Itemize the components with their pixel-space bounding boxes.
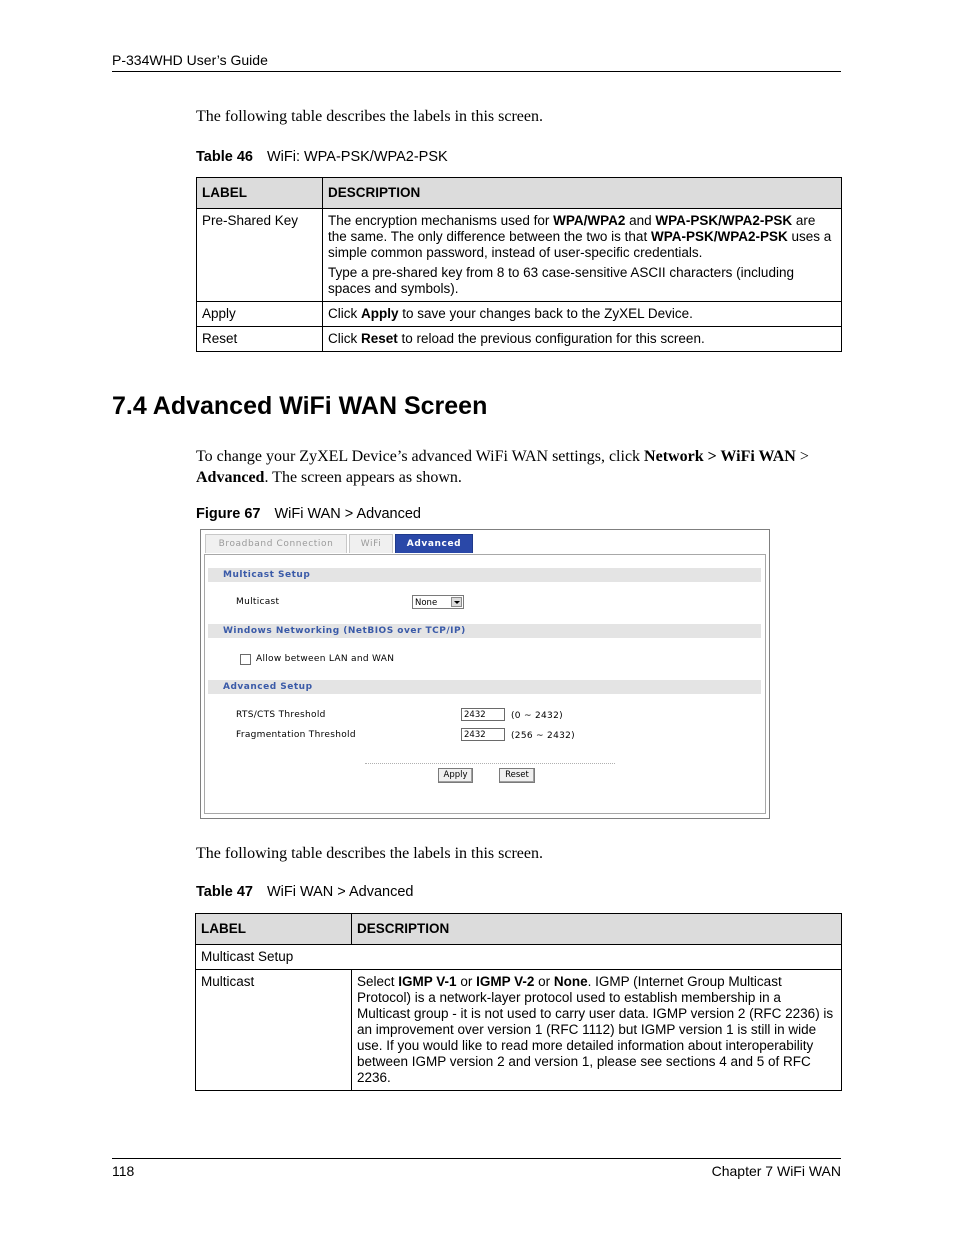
advanced-setup-bar: Advanced Setup bbox=[208, 680, 761, 694]
col-header-label: LABEL bbox=[196, 914, 352, 945]
table-47-caption bbox=[196, 884, 413, 900]
chapter-title: Chapter 7 WiFi WAN bbox=[711, 1163, 841, 1179]
tab-advanced[interactable]: Advanced bbox=[395, 534, 473, 553]
fragmentation-label: Fragmentation Threshold bbox=[236, 730, 356, 740]
allow-lan-wan-label: Allow between LAN and WAN bbox=[256, 654, 395, 664]
table-47 bbox=[195, 913, 842, 1091]
caption-number: Figure 67 bbox=[196, 506, 261, 522]
caption-number: Table 46 bbox=[196, 149, 253, 165]
row-label: Reset bbox=[197, 327, 323, 352]
row-description: Click Apply to save your changes back to the ZyXEL Device. bbox=[323, 302, 842, 327]
row-label: Multicast bbox=[196, 970, 352, 1091]
multicast-setup-bar: Multicast Setup bbox=[208, 568, 761, 582]
running-header: P-334WHD User’s Guide bbox=[112, 52, 268, 68]
row-label: Pre-Shared Key bbox=[197, 209, 323, 302]
row-description: Click Reset to reload the previous configuration for this screen. bbox=[323, 327, 842, 352]
section-heading: 7.4 Advanced WiFi WAN Screen bbox=[112, 392, 488, 420]
table-46-caption bbox=[196, 149, 448, 165]
table-row bbox=[196, 945, 842, 970]
rts-cts-input[interactable]: 2432 bbox=[461, 708, 505, 721]
divider bbox=[365, 763, 615, 764]
page-number: 118 bbox=[112, 1163, 135, 1179]
section-paragraph: To change your ZyXEL Device’s advanced WiFi WAN settings, click Network > WiFi WAN > Advanced. The screen appears as shown. bbox=[196, 448, 809, 486]
tab-broadband-connection[interactable]: Broadband Connection bbox=[205, 534, 347, 553]
intro-paragraph: The following table describes the labels in this screen. bbox=[196, 108, 544, 125]
multicast-select[interactable] bbox=[412, 595, 464, 609]
table-row bbox=[197, 209, 842, 302]
intro-paragraph-2: The following table describes the labels in this screen. bbox=[196, 845, 544, 862]
rts-cts-label: RTS/CTS Threshold bbox=[236, 710, 326, 720]
fragmentation-range: (256 ~ 2432) bbox=[511, 731, 575, 741]
table-row bbox=[197, 327, 842, 352]
header-rule bbox=[112, 71, 841, 72]
settings-panel bbox=[204, 554, 766, 814]
tab-wifi[interactable]: WiFi bbox=[349, 534, 393, 553]
tab-bar bbox=[201, 530, 769, 554]
group-row-label: Multicast Setup bbox=[196, 945, 842, 970]
allow-lan-wan-checkbox[interactable] bbox=[240, 654, 251, 665]
rts-cts-range: (0 ~ 2432) bbox=[511, 711, 563, 721]
figure-67-caption bbox=[196, 506, 421, 522]
caption-text: WiFi WAN > Advanced bbox=[266, 884, 414, 900]
table-row bbox=[197, 302, 842, 327]
col-header-label: LABEL bbox=[197, 178, 323, 209]
row-description: Select IGMP V-1 or IGMP V-2 or None. IGMP (Internet Group Multicast Protocol) is a network-layer protocol used to establish membership in a Multicast group - it is not used to carry user data. IGMP version 2 (RFC 2236) is an improvement over version 1 (RFC 1112) but IGMP version 1 is still in wide use. If you would like to read more detailed information about interoperability between IGMP version 2 and version 1, please see sections 4 and 5 of RFC 2236. bbox=[352, 970, 842, 1091]
fragmentation-input[interactable]: 2432 bbox=[461, 728, 505, 741]
advanced-wifi-wan-screenshot bbox=[200, 529, 770, 819]
row-description: The encryption mechanisms used for WPA/WPA2 and WPA-PSK/WPA2-PSK are the same. The only difference between the two is that WPA-PSK/WPA2-PSK uses a simple common password, instead of user-specific credentials. Type a pre-shared key from 8 to 63 case-sensitive ASCII characters (including spaces and symbols). bbox=[323, 209, 842, 302]
col-header-description: DESCRIPTION bbox=[323, 178, 842, 209]
table-46 bbox=[196, 177, 842, 352]
netbios-bar: Windows Networking (NetBIOS over TCP/IP) bbox=[208, 624, 761, 638]
chevron-down-icon[interactable] bbox=[451, 597, 462, 607]
apply-button[interactable]: Apply bbox=[438, 768, 473, 783]
caption-text: WiFi WAN > Advanced bbox=[274, 506, 421, 522]
caption-number: Table 47 bbox=[196, 884, 253, 900]
multicast-select-value: None bbox=[415, 598, 438, 608]
row-label: Apply bbox=[197, 302, 323, 327]
caption-text: WiFi: WPA-PSK/WPA2-PSK bbox=[266, 149, 448, 165]
reset-button[interactable]: Reset bbox=[499, 768, 535, 783]
table-row bbox=[196, 970, 842, 1091]
multicast-label: Multicast bbox=[236, 597, 280, 607]
col-header-description: DESCRIPTION bbox=[352, 914, 842, 945]
footer-rule bbox=[112, 1158, 841, 1159]
